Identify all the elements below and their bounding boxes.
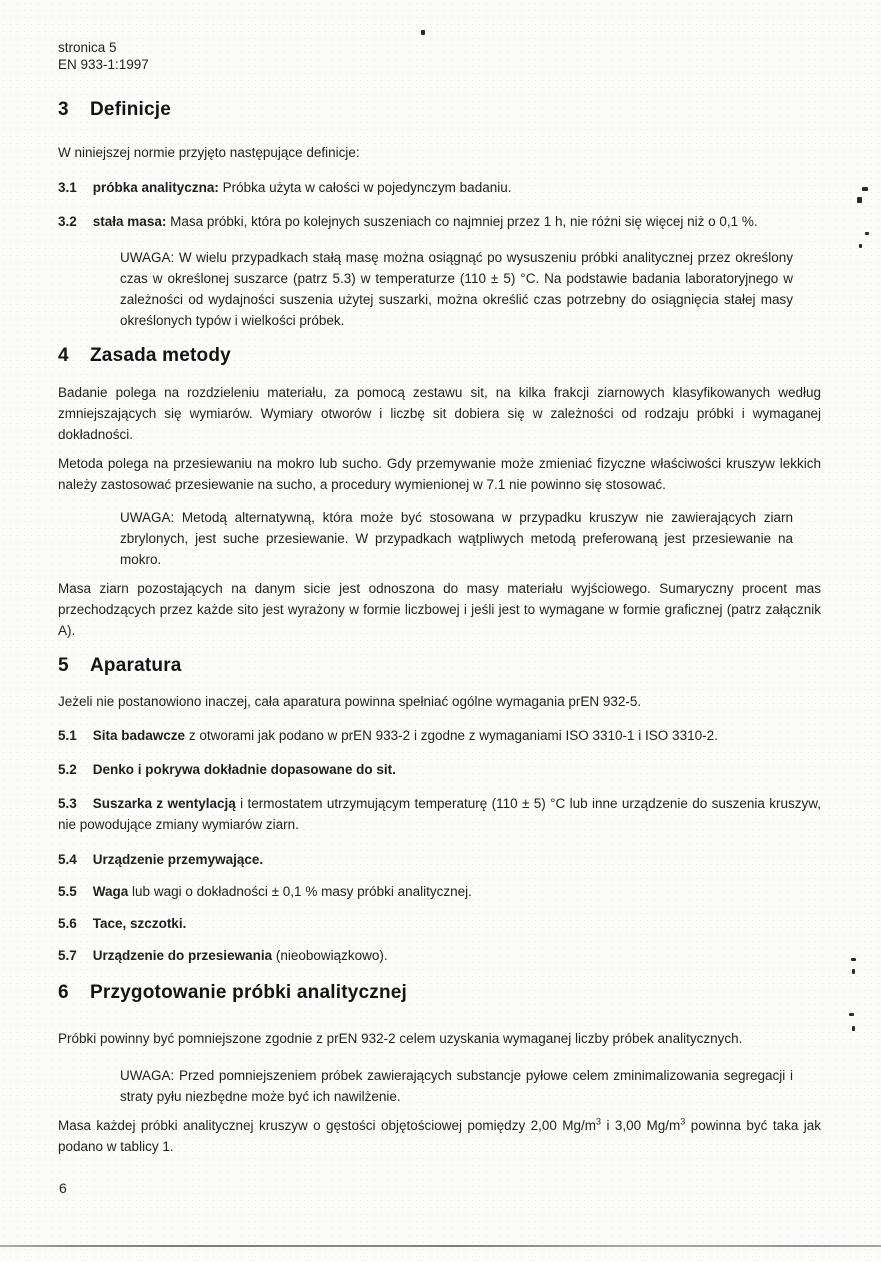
apparatus-item-5-3-text: i termostatem utrzymującym temperaturę (110 ± 5) °C lub inne urządzenie do suszenia kruszyw, nie powodujące zmiany wymiarów ziarn. <box>58 796 822 832</box>
section-6-title: Przygotowanie próbki analitycznej <box>90 982 408 1003</box>
section-3-note: UWAGA: W wielu przypadkach stałą masę można osiągnąć po wysuszeniu próbki analitycznej przez określony czas w określonej suszarce (patrz 5.3) w temperaturze (110 ± 5) °C. Na podstawie badania laboratoryjnego w zależności od wydajności suszenia użytej suszarki, można określić czas potrzebny do osiągnięcia stałej masy określonych typów i wielkości próbek. <box>120 250 793 328</box>
definition-3-2-number: 3.2 <box>58 214 77 229</box>
section-5-number: 5 <box>58 655 69 676</box>
section-4-heading <box>58 345 821 367</box>
definition-3-2-text: Masa próbki, która po kolejnych suszeniach co najmniej przez 1 h, nie różni się więcej niż o 0,1 %. <box>166 214 758 229</box>
apparatus-item-5-3-term: Suszarka z wentylacją <box>92 796 236 811</box>
scan-speck-artifact <box>849 1013 854 1016</box>
section-6-heading <box>58 982 821 1004</box>
apparatus-item-5-7-number: 5.7 <box>58 948 77 963</box>
apparatus-item-5-1 <box>58 725 821 746</box>
definition-3-1-term: próbka analityczna: <box>92 180 219 195</box>
superscript-exponent: 3 <box>596 1116 602 1127</box>
apparatus-item-5-6 <box>58 913 821 934</box>
definition-3-2 <box>58 211 821 232</box>
section-3-intro-paragraph: W niniejszej normie przyjęto następujące definicje: <box>58 145 360 160</box>
apparatus-item-5-7-term: Urządzenie do przesiewania <box>92 948 273 963</box>
apparatus-item-5-2-number: 5.2 <box>58 762 77 777</box>
scan-speck-artifact <box>852 1026 855 1031</box>
apparatus-item-5-3-number: 5.3 <box>58 796 77 811</box>
section-3-title: Definicje <box>90 99 171 120</box>
section-3-heading <box>58 99 821 121</box>
section-4-paragraph-2: Metoda polega na przesiewaniu na mokro lub sucho. Gdy przemywanie może zmieniać fizyczne właściwości kruszyw lekkich należy zastosować przesiewanie na sucho, a procedury wymienionej w 7.1 nie powinno się stosować. <box>58 456 821 492</box>
section-6-paragraph-1: Próbki powinny być pomniejszone zgodnie z prEN 932-2 celem uzyskania wymaganej liczby próbek analitycznych. <box>58 1031 743 1046</box>
apparatus-item-5-4-term: Urządzenie przemywające. <box>92 852 264 867</box>
section-6-paragraph-2-text-b: i 3,00 Mg/m <box>601 1118 681 1133</box>
section-5-heading <box>58 655 821 677</box>
definition-3-1-text: Próbka użyta w całości w pojedynczym badaniu. <box>218 180 512 195</box>
section-4-number: 4 <box>58 345 69 366</box>
apparatus-item-5-3 <box>58 793 821 835</box>
scan-speck-artifact <box>421 30 425 35</box>
section-4-note: UWAGA: Metodą alternatywną, która może być stosowana w przypadku kruszyw nie zawierających ziarn zbrylonych, jest suche przesiewanie. W przypadkach wątpliwych metodą preferowaną jest przesiewanie na mokro. <box>120 510 793 567</box>
apparatus-item-5-5-text: lub wagi o dokładności ± 0,1 % masy próbki analitycznej. <box>128 884 472 899</box>
scan-speck-artifact <box>852 969 855 974</box>
section-6-paragraph-2-text-c: powinna być taka jak podano w tablicy 1. <box>58 1118 822 1154</box>
section-5-title: Aparatura <box>90 655 182 676</box>
section-4-paragraph-3: Masa ziarn pozostających na danym sicie jest odnoszona do masy materiału wyjściowego. Sumaryczny procent mas przechodzących przez każde sito jest wyrażony w formie liczbowej i jeśli jest to wymagane w formie graficznej (patrz załącznik A). <box>58 581 821 638</box>
scan-speck-artifact <box>862 187 868 191</box>
apparatus-item-5-1-number: 5.1 <box>58 728 77 743</box>
header-standard-ref: EN 933-1:1997 <box>58 56 149 72</box>
section-4-paragraph-1: Badanie polega na rozdzieleniu materiału, za pomocą zestawu sit, na kilka frakcji ziarnowych klasyfikowanych według zmniejszających się wymiarów. Wymiary otworów i liczbę sit dobiera się w zależności od rodzaju próbki i wymaganej dokładności. <box>58 385 821 442</box>
apparatus-item-5-2 <box>58 759 821 780</box>
section-6-paragraph-2 <box>58 1115 821 1157</box>
scan-speck-artifact <box>857 197 862 203</box>
definition-3-1 <box>58 177 821 198</box>
apparatus-item-5-7 <box>58 945 821 966</box>
definition-3-1-number: 3.1 <box>58 180 77 195</box>
section-6-paragraph-2-text-a: Masa każdej próbki analitycznej kruszyw o gęstości objętościowej pomiędzy 2,00 Mg/m <box>58 1118 597 1133</box>
scan-speck-artifact <box>865 232 869 235</box>
apparatus-item-5-5 <box>58 881 821 902</box>
apparatus-item-5-7-text: (nieobowiązkowo). <box>272 948 388 963</box>
apparatus-item-5-5-term: Waga <box>92 884 129 899</box>
page-number: 6 <box>59 1180 67 1196</box>
apparatus-item-5-2-term: Denko i pokrywa dokładnie dopasowane do sit. <box>92 762 396 777</box>
section-6-note: UWAGA: Przed pomniejszeniem próbek zawierających substancje pyłowe celem zminimalizowania segregacji i straty pyłu niezbędne może być ich nawilżenie. <box>120 1068 793 1104</box>
section-3-number: 3 <box>58 99 69 120</box>
apparatus-item-5-6-term: Tace, szczotki. <box>92 916 187 931</box>
apparatus-item-5-6-number: 5.6 <box>58 916 77 931</box>
superscript-exponent: 3 <box>680 1116 686 1127</box>
apparatus-item-5-4 <box>58 849 821 870</box>
scan-speck-artifact <box>859 244 862 248</box>
page-header <box>58 40 821 73</box>
scan-speck-artifact <box>851 958 856 961</box>
header-page-ref: stronica 5 <box>58 40 117 55</box>
apparatus-item-5-4-number: 5.4 <box>58 852 77 867</box>
apparatus-item-5-5-number: 5.5 <box>58 884 77 899</box>
page-bottom-scan-edge <box>0 1245 881 1247</box>
section-5-intro-paragraph: Jeżeli nie postanowiono inaczej, cała aparatura powinna spełniać ogólne wymagania prEN 932-5. <box>58 694 642 709</box>
apparatus-item-5-1-text: z otworami jak podano w prEN 933-2 i zgodne z wymaganiami ISO 3310-1 i ISO 3310-2. <box>185 728 718 743</box>
section-4-title: Zasada metody <box>90 345 231 366</box>
section-6-number: 6 <box>58 982 69 1003</box>
definition-3-2-term: stała masa: <box>92 214 167 229</box>
apparatus-item-5-1-term: Sita badawcze <box>92 728 186 743</box>
